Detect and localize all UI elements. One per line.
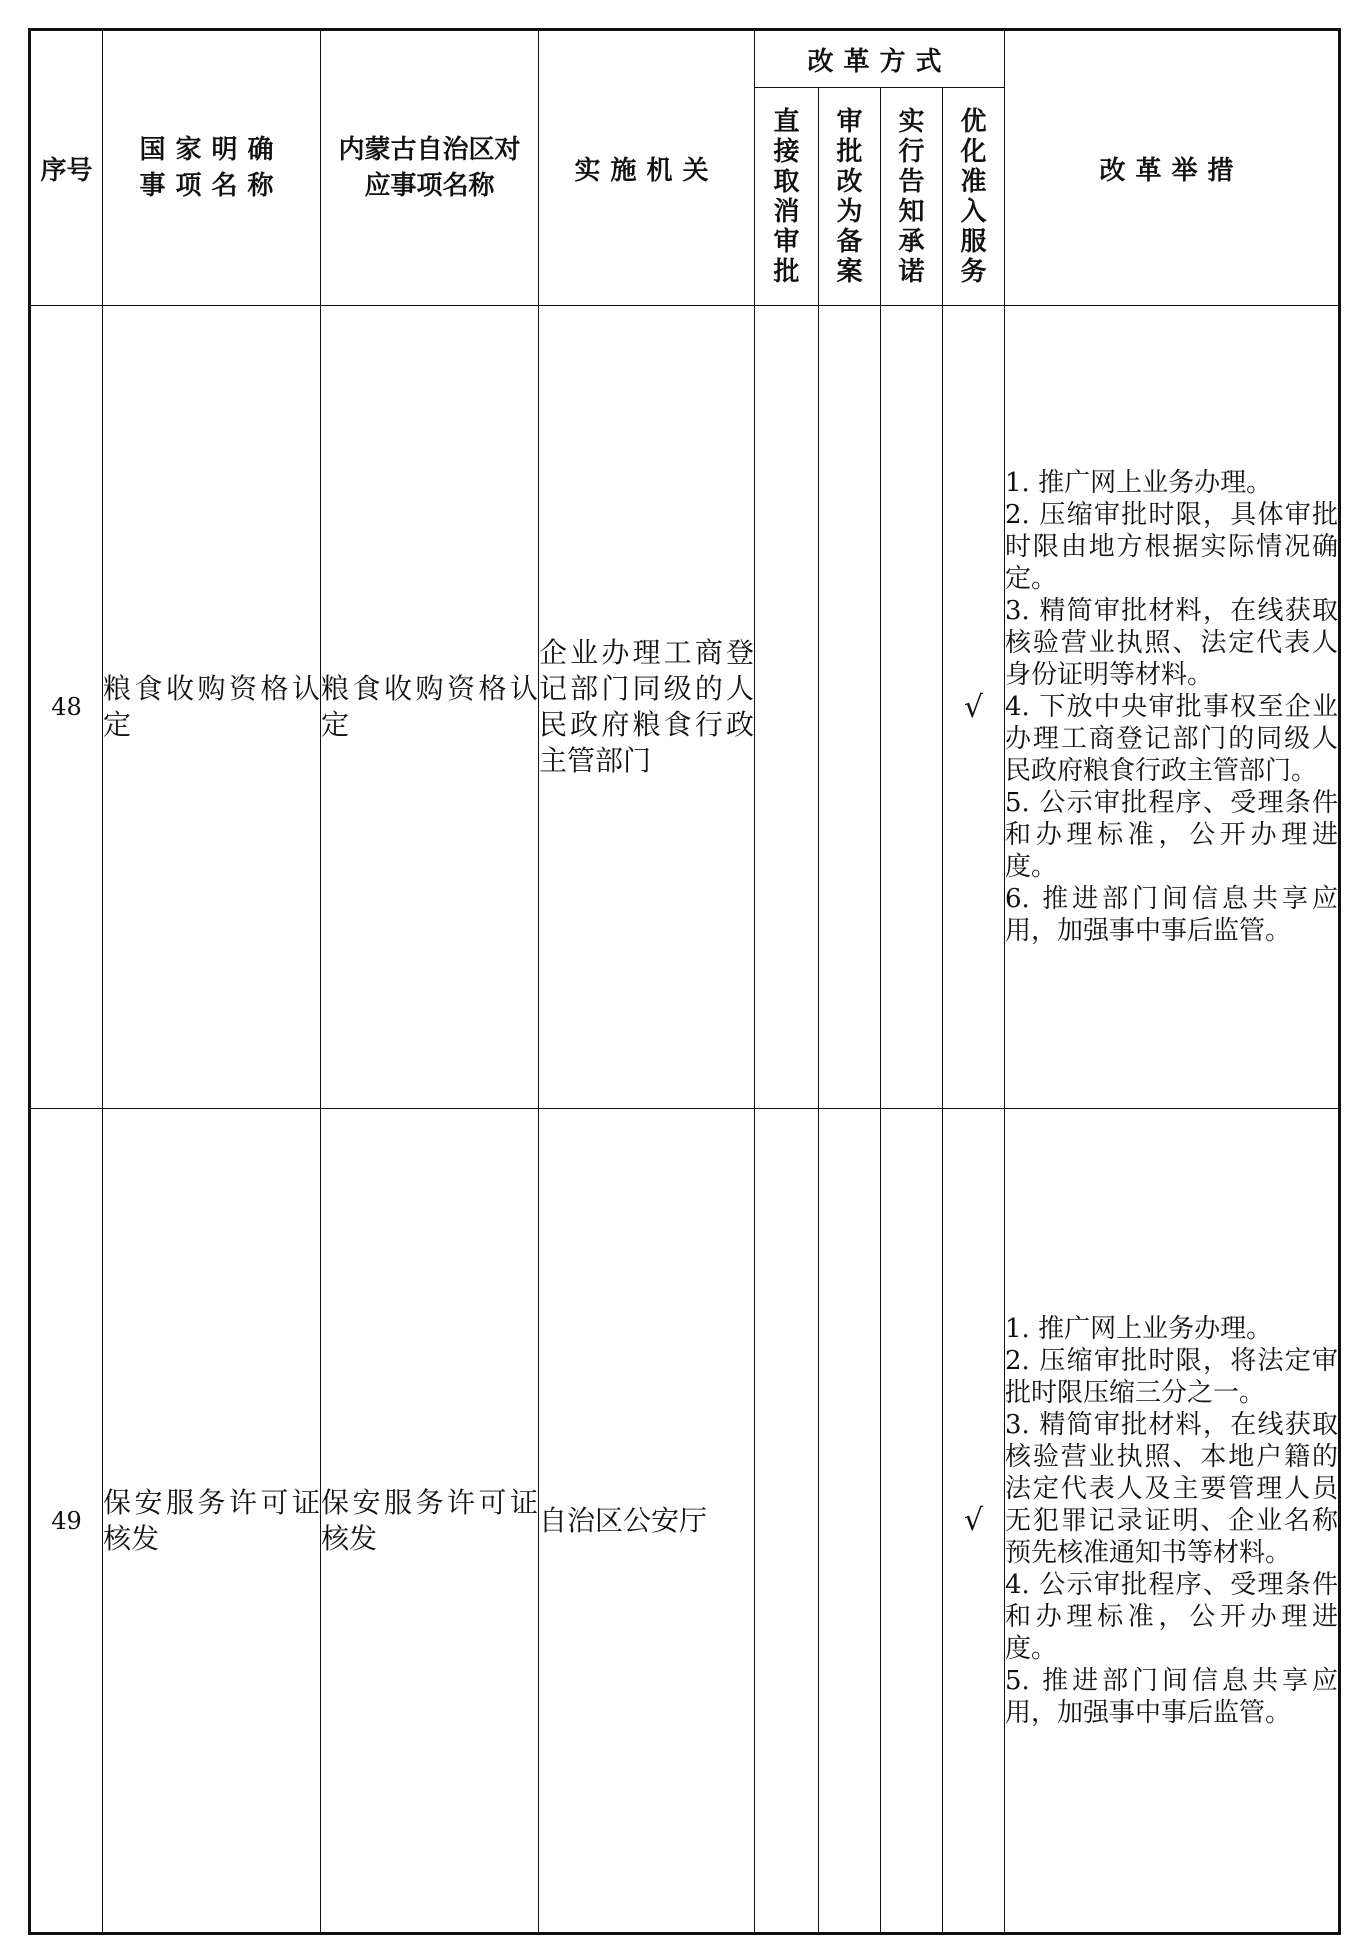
header-mode-optimize: 优化准入服务 bbox=[943, 88, 1005, 306]
row-seq: 48 bbox=[30, 306, 103, 1109]
row-measures bbox=[1005, 1109, 1340, 1934]
measure-item: 1. 推广网上业务办理。 bbox=[1005, 1313, 1273, 1344]
header-reform-mode: 改革方式 bbox=[755, 30, 1005, 88]
row-agency: 自治区公安厅 bbox=[539, 1109, 755, 1934]
header-inner-mongolia-item: 内蒙古自治区对应事项名称 bbox=[321, 30, 539, 306]
header-seq: 序号 bbox=[30, 30, 103, 306]
measure-item: 6. 推进部门间信息共享应用，加强事中事后监管。 bbox=[1005, 884, 1339, 946]
row-mode-cancel bbox=[755, 306, 819, 1109]
header-national-item: 国家明确事项名称 bbox=[103, 30, 321, 306]
header-mode-cancel: 直接取消审批 bbox=[755, 88, 819, 306]
measure-item: 4. 下放中央审批事权至企业办理工商登记部门的同级人民政府粮食行政主管部门。 bbox=[1005, 692, 1339, 786]
table-row bbox=[30, 306, 1340, 1109]
header-measures: 改革举措 bbox=[1005, 30, 1340, 306]
row-inner-mongolia-item: 粮食收购资格认定 bbox=[321, 306, 539, 1109]
row-inner-mongolia-item: 保安服务许可证核发 bbox=[321, 1109, 539, 1934]
row-mode-record bbox=[819, 1109, 881, 1934]
row-seq: 49 bbox=[30, 1109, 103, 1934]
row-mode-notice bbox=[881, 306, 943, 1109]
row-mode-record bbox=[819, 306, 881, 1109]
row-mode-optimize-check: √ bbox=[943, 1109, 1005, 1934]
measure-item: 5. 公示审批程序、受理条件和办理标准，公开办理进度。 bbox=[1005, 788, 1339, 882]
table-row bbox=[30, 1109, 1340, 1934]
row-mode-cancel bbox=[755, 1109, 819, 1934]
header-mode-notice: 实行告知承诺 bbox=[881, 88, 943, 306]
header-mode-record: 审批改为备案 bbox=[819, 88, 881, 306]
row-mode-optimize-check: √ bbox=[943, 306, 1005, 1109]
measure-item: 2. 压缩审批时限，将法定审批时限压缩三分之一。 bbox=[1005, 1345, 1339, 1408]
row-national-item: 保安服务许可证核发 bbox=[103, 1109, 321, 1934]
measure-item: 5. 推进部门间信息共享应用，加强事中事后监管。 bbox=[1005, 1665, 1339, 1728]
row-agency: 企业办理工商登记部门同级的人民政府粮食行政主管部门 bbox=[539, 306, 755, 1109]
measure-item: 1. 推广网上业务办理。 bbox=[1005, 468, 1273, 498]
measure-item: 3. 精简审批材料，在线获取核验营业执照、本地户籍的法定代表人及主要管理人员无犯罪记录证明、企业名称预先核准通知书等材料。 bbox=[1005, 1409, 1339, 1568]
measure-item: 2. 压缩审批时限，具体审批时限由地方根据实际情况确定。 bbox=[1005, 500, 1339, 594]
reform-table bbox=[28, 28, 1341, 1935]
row-measures bbox=[1005, 306, 1340, 1109]
header-agency: 实施机关 bbox=[539, 30, 755, 306]
measure-item: 3. 精简审批材料，在线获取核验营业执照、法定代表人身份证明等材料。 bbox=[1005, 596, 1339, 690]
row-national-item: 粮食收购资格认定 bbox=[103, 306, 321, 1109]
measure-item: 4. 公示审批程序、受理条件和办理标准，公开办理进度。 bbox=[1005, 1569, 1339, 1664]
row-mode-notice bbox=[881, 1109, 943, 1934]
